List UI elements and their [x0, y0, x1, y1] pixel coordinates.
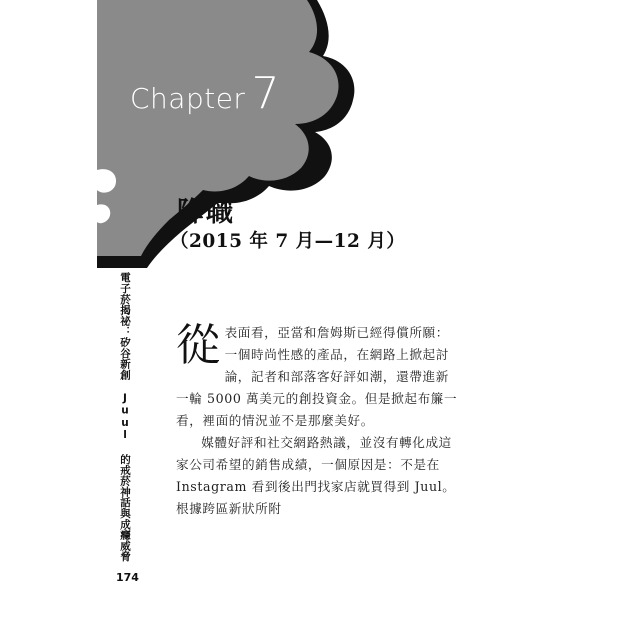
chapter-heading	[130, 68, 279, 119]
chapter-word: Chapter	[130, 82, 246, 115]
paragraph-2: 媒體好評和社交網路熱議，並沒有轉化成這家公司希望的銷售成績，一個原因是：不是在 Instagram 看到後出門找家店就買得到 Juul。根據跨區新狀所附	[176, 435, 456, 516]
chapter-number: 7	[251, 68, 280, 119]
paragraph-1	[176, 322, 458, 432]
body-text	[176, 322, 458, 520]
book-page	[97, 0, 543, 640]
chapter-title: 降職	[177, 197, 235, 228]
drop-cap: 從	[176, 320, 221, 371]
running-book-title: 電子菸揭祕：矽谷新創 Juul 的戒菸神話與成癮威脅	[119, 272, 131, 562]
page-number: 174	[116, 571, 139, 584]
chapter-subtitle: （2015 年 7 月—12 月）	[170, 231, 406, 252]
paragraph-1-text: 表面看，亞當和詹姆斯已經得償所願：一個時尚性感的產品，在網路上掀起討論，記者和部落客好評如潮，還帶進新一輪 5000 萬美元的創投資金。但是掀起布簾一看，裡面的情況並不是那麼美好。	[176, 325, 458, 428]
